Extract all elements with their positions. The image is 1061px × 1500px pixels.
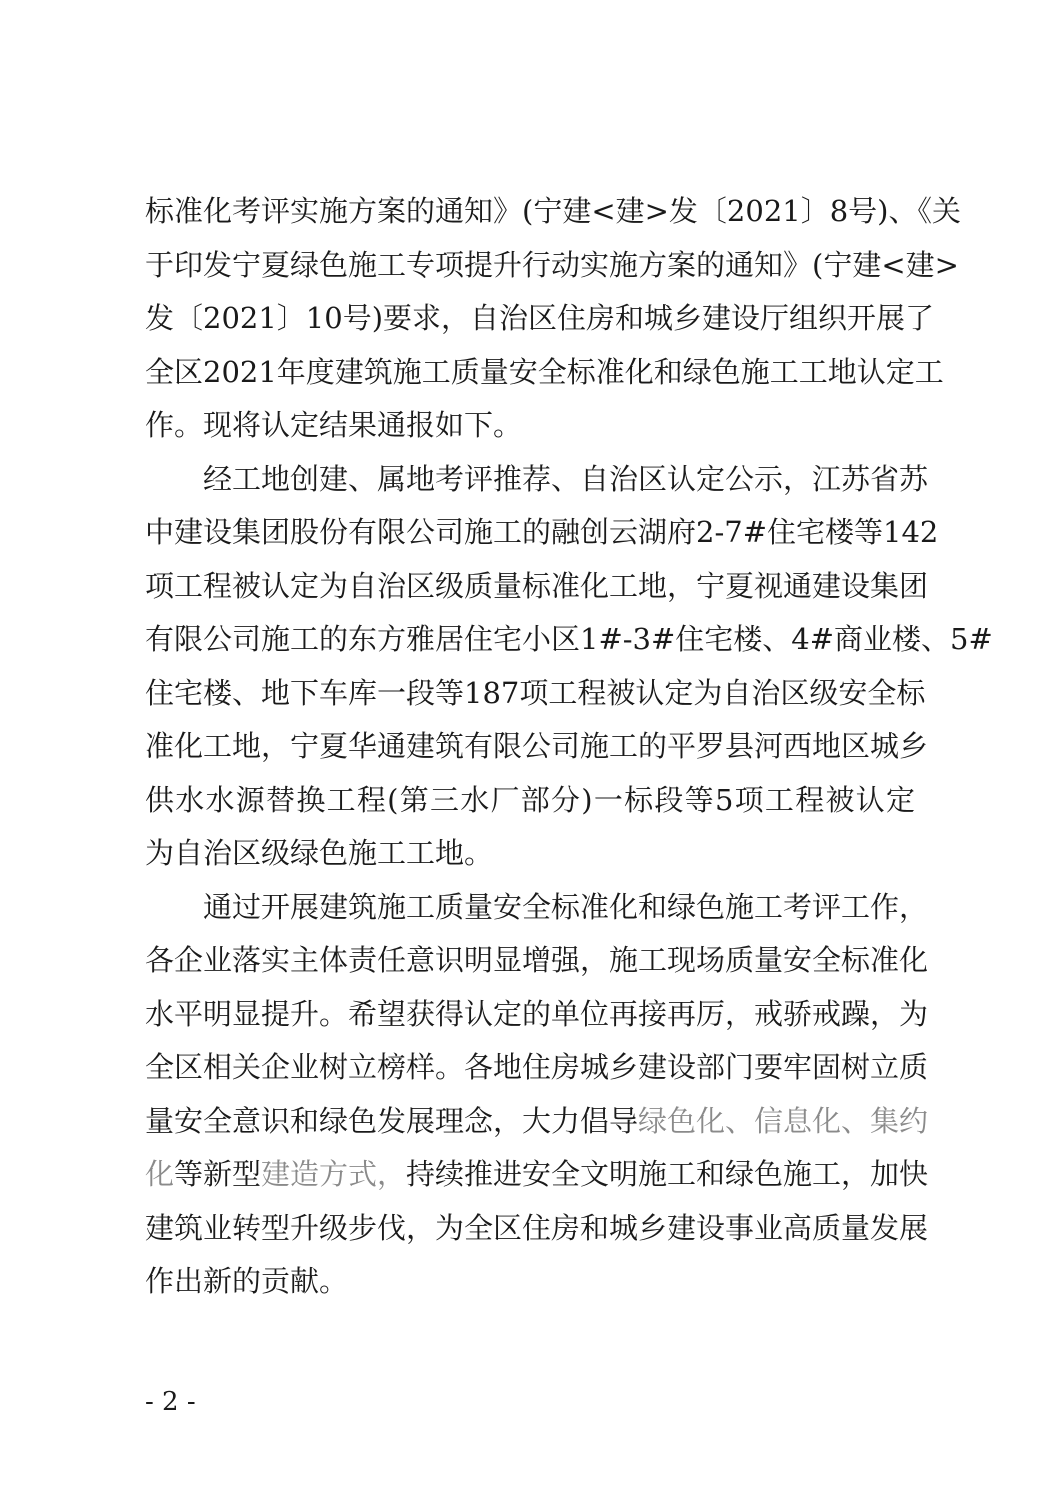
paragraph-2-line-1: 经工地创建、属地考评推荐、自治区认定公示，江苏省苏 — [203, 462, 929, 496]
paragraph-3-line-5 — [145, 1101, 929, 1141]
paragraph-1-line-4: 全区2021年度建筑施工质量安全标准化和绿色施工工地认定工 — [145, 355, 944, 389]
line-text: 量安全意识和绿色发展理念，大力倡导 — [145, 1104, 639, 1138]
paragraph-3-line-7: 建筑业转型升级步伐，为全区住房和城乡建设事业高质量发展 — [145, 1211, 929, 1245]
paragraph-3-line-4: 全区相关企业树立榜样。各地住房城乡建设部门要牢固树立质 — [145, 1050, 929, 1084]
paragraph-3-line-6 — [145, 1154, 929, 1194]
paragraph-2-line-4: 有限公司施工的东方雅居住宅小区1#-3#住宅楼、4#商业楼、5# — [145, 622, 993, 656]
paragraph-3-line-1: 通过开展建筑施工质量安全标准化和绿色施工考评工作， — [203, 890, 929, 924]
paragraph-2-line-3: 项工程被认定为自治区级质量标准化工地，宁夏视通建设集团 — [145, 569, 929, 603]
paragraph-2-line-2: 中建设集团股份有限公司施工的融创云湖府2-7#住宅楼等142 — [145, 515, 939, 549]
line-text: 等新型 — [174, 1157, 262, 1191]
paragraph-2-line-5: 住宅楼、地下车库一段等187项工程被认定为自治区级安全标 — [145, 676, 926, 710]
paragraph-3-line-3: 水平明显提升。希望获得认定的单位再接再厉，戒骄戒躁，为 — [145, 997, 929, 1031]
paragraph-2-line-7: 供水水源替换工程(第三水厂部分)一标段等5项工程被认定 — [145, 783, 915, 817]
paragraph-1-line-3: 发〔2021〕10号)要求，自治区住房和城乡建设厅组织开展了 — [145, 301, 935, 335]
paragraph-1-line-1: 标准化考评实施方案的通知》(宁建<建>发〔2021〕8号)、《关 — [145, 194, 961, 228]
paragraph-2-line-8: 为自治区级绿色施工工地。 — [145, 836, 494, 870]
paragraph-1-line-5: 作。现将认定结果通报如下。 — [145, 408, 523, 442]
page-number: - 2 - — [145, 1387, 196, 1417]
paragraph-3-line-2: 各企业落实主体责任意识明显增强，施工现场质量安全标准化 — [145, 943, 929, 977]
line-text: 持续推进安全文明施工和绿色施工，加快 — [406, 1157, 929, 1191]
paragraph-2-line-6: 准化工地，宁夏华通建筑有限公司施工的平罗县河西地区城乡 — [145, 729, 929, 763]
faint-text: 化 — [145, 1157, 175, 1191]
faint-text: 建造方式， — [261, 1157, 407, 1191]
paragraph-3-line-8: 作出新的贡献。 — [145, 1264, 349, 1298]
paragraph-1-line-2: 于印发宁夏绿色施工专项提升行动实施方案的通知》(宁建<建> — [145, 248, 959, 282]
faint-text: 绿色化、信息化、集约 — [638, 1104, 929, 1138]
